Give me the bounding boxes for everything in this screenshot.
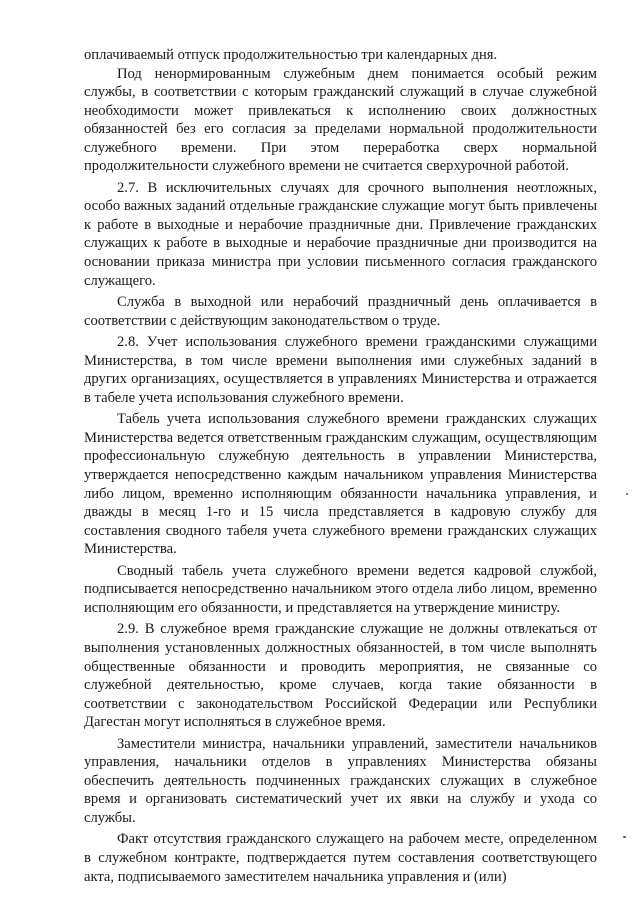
paragraph-7: Сводный табель учета служебного времени ведется кадровой службой, подписывается непосредственно начальником этого отдела либо лицом, временно исполняющим его обязанности, и представляется на утверждение министру. [84, 562, 597, 616]
paragraph-5: 2.8. Учет использования служебного времени гражданскими служащими Министерства, в том числе времени выполнения ими служебных заданий в других организациях, осуществляется в управлениях Министерства и отражается в табеле учета использования служебного времени. [84, 334, 597, 406]
paragraph-9: Заместители министра, начальники управлений, заместители начальников управления, начальники отделов в управлениях Министерства обязаны обеспечить деятельность подчиненных гражданских служащих в служебное время и организовать систематический учет их явки на службу и ухода со службы. [84, 735, 597, 826]
document-page [84, 46, 597, 886]
scan-speck [623, 836, 626, 838]
paragraph-2: Под ненормированным служебным днем понимается особый режим службы, в соответствии с которым гражданский служащий в случае служебной необходимости может привлекаться к исполнению своих должностных обязанностей без его согласия за пределами нормальной продолжительности служебного времени. При этом переработка сверх нормальной продолжительности служебного времени не считается сверхурочной работой. [84, 65, 597, 175]
paragraph-3: 2.7. В исключительных случаях для срочного выполнения неотложных, особо важных заданий отдельные гражданские служащие могут быть привлечены к работе в выходные и нерабочие праздничные дни. Привлечение гражданских служащих к работе в выходные и нерабочие праздничные дни производится на основании приказа министра при условии письменного согласия гражданского служащего. [84, 179, 597, 289]
paragraph-8: 2.9. В служебное время гражданские служащие не должны отвлекаться от выполнения установленных должностных обязанностей, в том числе выполнять общественные обязанности и проводить мероприятия, не связанные со служебной деятельностью, кроме случаев, когда такие обязанности в соответствии с законодательством Российской Федерации или Республики Дагестан могут исполняться в служебное время. [84, 621, 597, 731]
paragraph-6: Табель учета использования служебного времени гражданских служащих Министерства ведется ответственным гражданским служащим, осуществляющим профессиональную служебную деятельность в управлении Министерства, утверждается непосредственно каждым начальником управления Министерства либо лицом, временно исполняющим обязанности начальника управления, и дважды в месяц 1-го и 15 числа представляется в кадровую службу для составления сводного табеля учета служебного времени гражданских служащих Министерства. [84, 411, 597, 558]
paragraph-10: Факт отсутствия гражданского служащего на рабочем месте, определенном в служебном контракте, подтверждается путем составления соответствующего акта, подписываемого заместителем начальника управления и (или) [84, 831, 597, 885]
scan-speck [626, 493, 628, 495]
paragraph-4: Служба в выходной или нерабочий праздничный день оплачивается в соответствии с действующим законодательством о труде. [84, 294, 597, 329]
paragraph-1: оплачиваемый отпуск продолжительностью три календарных дня. [84, 47, 498, 63]
